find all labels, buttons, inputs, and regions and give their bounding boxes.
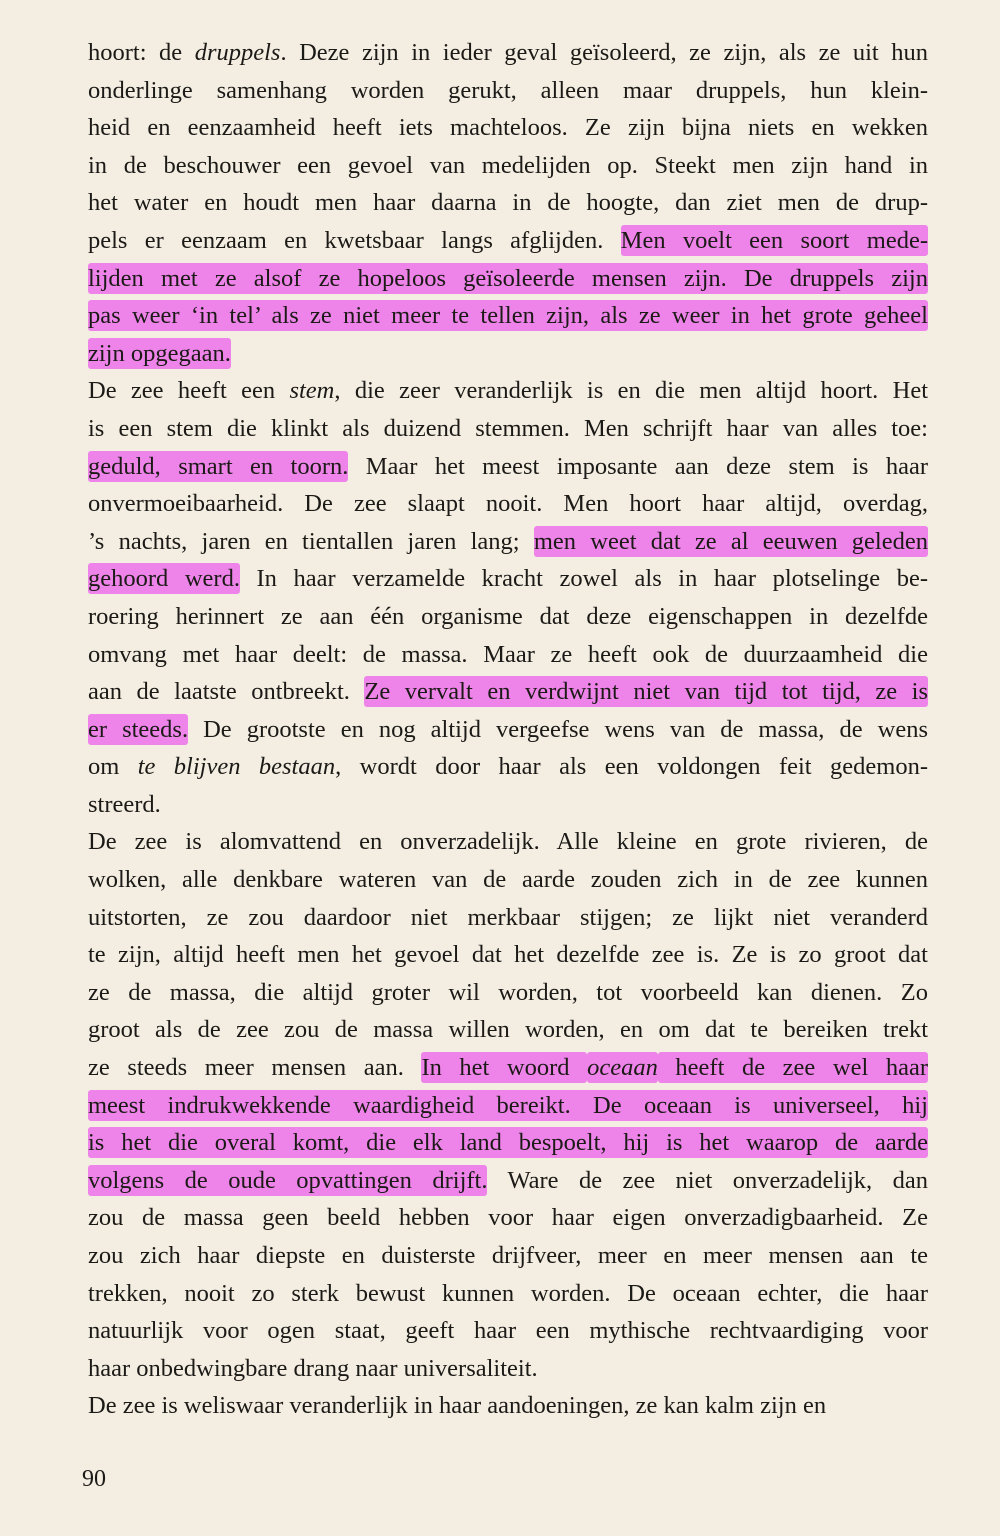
highlighted-text: oceaan (587, 1054, 658, 1082)
highlighted-text: Ze vervalt en verdwijnt niet van tijd tot tijd, ze is (364, 678, 928, 706)
highlighted-text: heeft de zee wel haar (657, 1054, 928, 1082)
text-line (88, 598, 928, 636)
body-text (88, 34, 928, 1425)
text-line (88, 448, 928, 486)
text-line (88, 1199, 928, 1237)
text-line (88, 485, 928, 523)
highlighted-text: geduld, smart en toorn. (88, 452, 349, 480)
text-line (88, 410, 928, 448)
text-run: pels er eenzaam en kwetsbaar langs afglijden. (88, 226, 621, 254)
text-run: in de beschouwer een gevoel van medelijden op. Steekt men zijn hand in (88, 151, 928, 179)
text-line (88, 899, 928, 937)
text-line (88, 1162, 928, 1200)
text-line (88, 560, 928, 598)
text-line (88, 184, 928, 222)
text-run: ze steeds meer mensen aan. (88, 1054, 422, 1082)
text-line (88, 297, 928, 335)
text-run: is een stem die klinkt als duizend stemmen. Men schrijft haar van alles toe: (88, 414, 928, 442)
page-number: 90 (82, 1466, 106, 1492)
text-line (88, 1011, 928, 1049)
text-run: De grootste en nog altijd vergeefse wens van de massa, de wens (188, 715, 928, 743)
text-run: , die zeer veranderlijk is en die men altijd hoort. Het (334, 377, 929, 405)
text-line (88, 335, 928, 373)
highlighted-text: men weet dat ze al eeuwen geleden (533, 527, 928, 555)
text-line (88, 673, 928, 711)
highlighted-text: meest indrukwekkende waardigheid bereikt. De oceaan is universeel, hij (88, 1091, 928, 1119)
text-line (88, 147, 928, 185)
text-run: haar onbedwingbare drang naar universaliteit. (88, 1354, 538, 1382)
text-line (88, 823, 928, 861)
highlighted-text: In het woord (421, 1054, 588, 1082)
text-line (88, 1275, 928, 1313)
text-run: In haar verzamelde kracht zowel als in haar plotselinge be- (239, 565, 928, 593)
text-line (88, 636, 928, 674)
text-run: onvermoeibaarheid. De zee slaapt nooit. Men hoort haar altijd, overdag, (88, 490, 928, 518)
text-run: De zee is alomvattend en onverzadelijk. Alle kleine en grote rivieren, de (88, 828, 928, 856)
text-run: het water en houdt men haar daarna in de hoogte, dan ziet men de drup- (88, 189, 928, 217)
text-run: Ware de zee niet onverzadelijk, dan (487, 1166, 928, 1194)
text-run: groot als de zee zou de massa willen worden, en om dat te bereiken trekt (88, 1016, 928, 1044)
text-line (88, 711, 928, 749)
text-run: natuurlijk voor ogen staat, geeft haar een mythische rechtvaardiging voor (88, 1317, 928, 1345)
text-line (88, 1087, 928, 1125)
text-run: ze de massa, die altijd groter wil worden, tot voorbeeld kan dienen. Zo (88, 978, 928, 1006)
highlighted-text: volgens de oude opvattingen drijft. (88, 1166, 488, 1194)
text-line (88, 372, 928, 410)
text-line (88, 748, 928, 786)
text-run: . Deze zijn in ieder geval geïsoleerd, ze zijn, als ze uit hun (280, 39, 928, 66)
text-line (88, 222, 928, 260)
text-line (88, 974, 928, 1012)
highlighted-text: er steeds. (88, 715, 189, 743)
text-run: druppels (194, 39, 281, 66)
text-run: aan de laatste ontbreekt. (88, 678, 365, 706)
text-line (88, 1124, 928, 1162)
text-run: zou zich haar diepste en duisterste drijfveer, meer en meer mensen aan te (88, 1242, 928, 1269)
text-run: uitstorten, ze zou daardoor niet merkbaar stijgen; ze lijkt niet veranderd (88, 903, 928, 931)
text-line (88, 1237, 928, 1275)
text-run: te zijn, altijd heeft men het gevoel dat het dezelfde zee is. Ze is zo groot dat (88, 941, 928, 969)
text-run: ’s nachts, jaren en tientallen jaren lang; (88, 527, 534, 555)
text-run: De zee is weliswaar veranderlijk in haar aandoeningen, ze kan kalm zijn en (88, 1392, 827, 1420)
text-line (88, 72, 928, 110)
text-line (88, 109, 928, 147)
text-run: , wordt door haar als een voldongen feit gedemon- (335, 753, 928, 781)
text-run: onderlinge samenhang worden gerukt, alleen maar druppels, hun klein- (88, 76, 928, 104)
text-line (88, 260, 928, 298)
text-line (88, 34, 928, 72)
highlighted-text: is het die overal komt, die elk land bespoelt, hij is het waarop de aarde (88, 1129, 928, 1157)
text-line (88, 861, 928, 899)
text-run: Maar het meest imposante aan deze stem is haar (348, 452, 928, 480)
text-run: roering herinnert ze aan één organisme dat deze eigenschappen in dezelfde (88, 602, 928, 630)
text-run: heid en eenzaamheid heeft iets machteloos. Ze zijn bijna niets en wekken (88, 114, 928, 142)
text-line (88, 786, 928, 824)
text-run: stem (289, 377, 335, 405)
text-run: wolken, alle denkbare wateren van de aarde zouden zich in de zee kunnen (88, 866, 928, 894)
text-run: om (88, 753, 138, 781)
text-line (88, 1049, 928, 1087)
text-run: streerd. (88, 790, 161, 818)
highlighted-text: zijn opgegaan. (88, 339, 231, 367)
highlighted-text: Men voelt een soort mede- (620, 226, 928, 254)
text-line (88, 1387, 928, 1425)
highlighted-text: gehoord werd. (88, 565, 240, 593)
highlighted-text: lijden met ze alsof ze hopeloos geïsoleerde mensen zijn. De druppels zijn (88, 264, 928, 292)
text-line (88, 1312, 928, 1350)
text-run: hoort: de (88, 39, 195, 66)
text-run: zou de massa geen beeld hebben voor haar eigen onverzadigbaarheid. Ze (88, 1204, 928, 1232)
text-run: De zee heeft een (88, 377, 290, 405)
text-run: omvang met haar deelt: de massa. Maar ze heeft ook de duurzaamheid die (88, 640, 928, 668)
text-run: trekken, nooit zo sterk bewust kunnen worden. De oceaan echter, die haar (88, 1279, 928, 1307)
text-run: te blijven bestaan (137, 753, 336, 781)
text-line (88, 936, 928, 974)
text-line (88, 523, 928, 561)
text-line (88, 1350, 928, 1388)
highlighted-text: pas weer ‘in tel’ als ze niet meer te tellen zijn, als ze weer in het grote geheel (88, 302, 928, 330)
